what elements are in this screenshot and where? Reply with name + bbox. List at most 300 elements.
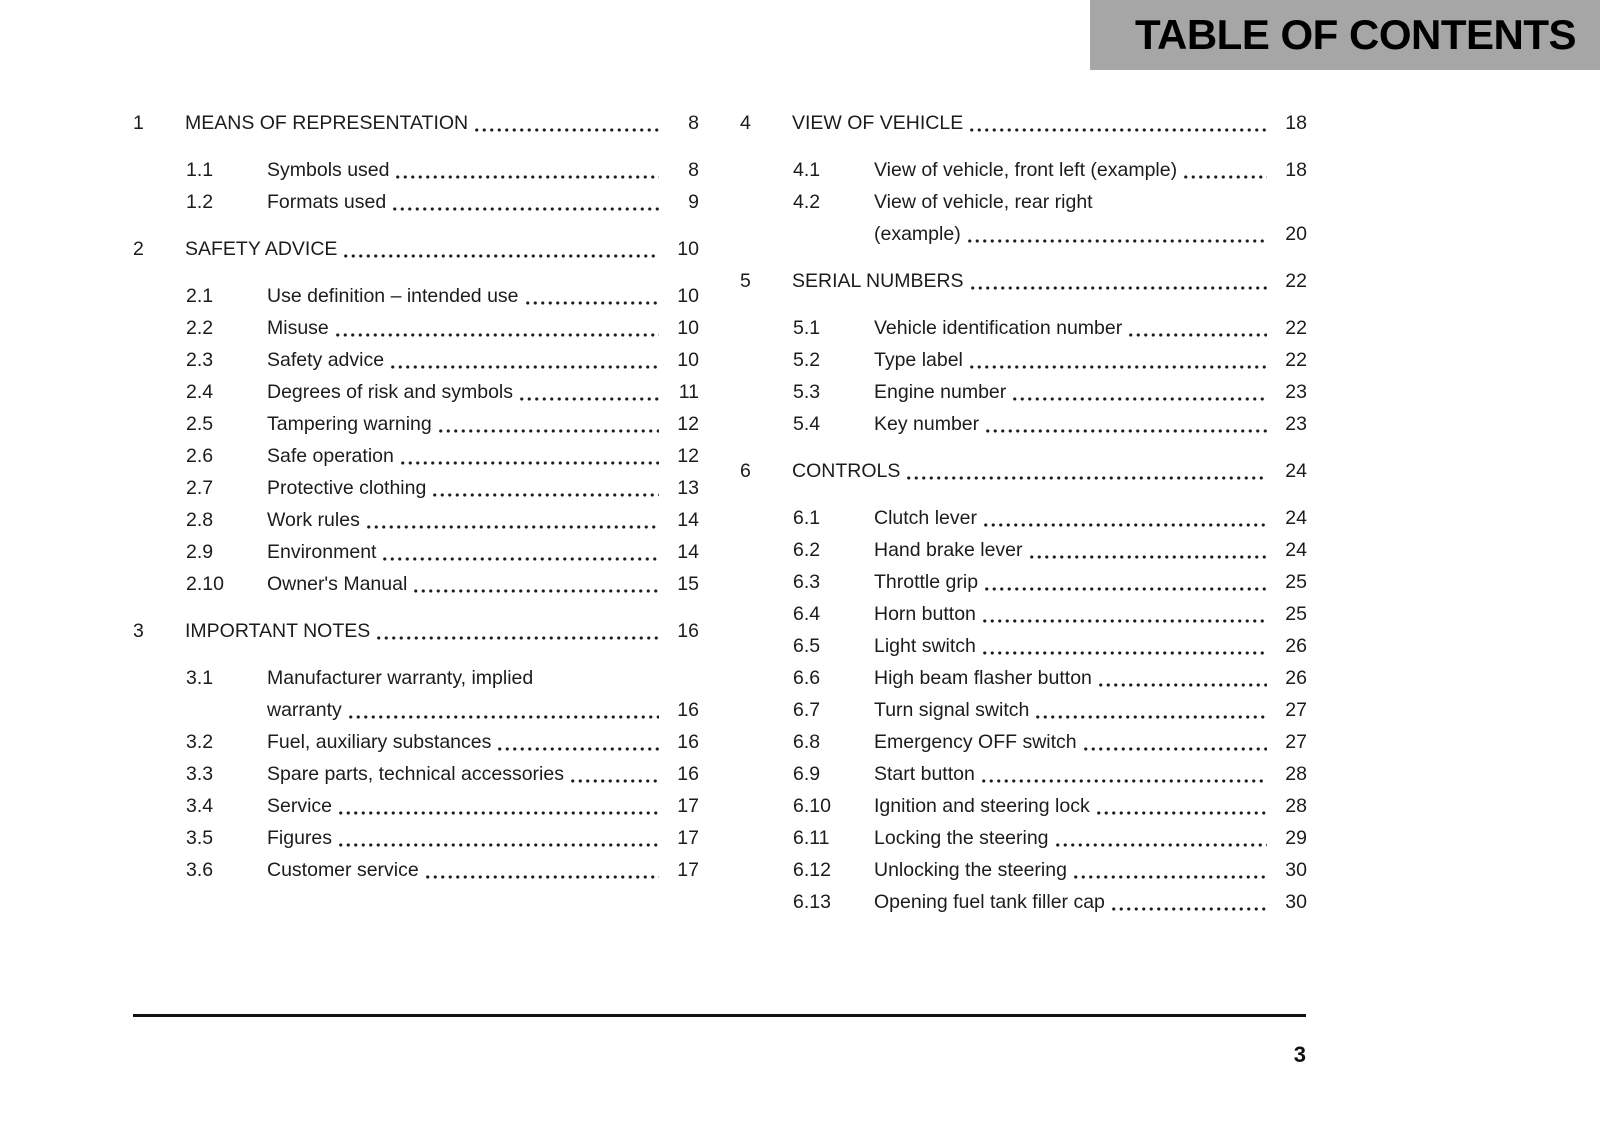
- toc-entry-leader-line: [792, 265, 1307, 297]
- toc-entry-number: 1.1: [186, 159, 214, 181]
- toc-entry-page: 8: [688, 112, 699, 134]
- toc-dot-leader: [342, 254, 659, 258]
- toc-entry-leader-line: [185, 615, 699, 647]
- toc-entry-title: VIEW OF VEHICLE: [792, 112, 964, 134]
- toc-entry-leader-line: [267, 694, 699, 726]
- toc-entry-leader-line: [267, 504, 699, 536]
- toc-entry-content: [267, 568, 699, 600]
- toc-entry: [186, 344, 699, 376]
- toc-entry: [793, 822, 1307, 854]
- toc-column-left: [133, 92, 699, 886]
- toc-entry-number: 6.12: [793, 859, 831, 881]
- toc-entry-title: Safe operation: [267, 445, 394, 467]
- toc-entry-title: Tampering warning: [267, 413, 432, 435]
- toc-entry-title: High beam flasher button: [874, 667, 1092, 689]
- toc-dot-leader: [969, 286, 1267, 290]
- toc-entry-leader-line: [874, 598, 1307, 630]
- toc-entry-leader-line: [267, 726, 699, 758]
- toc-entry-content: [267, 154, 699, 186]
- page-header-bar: [1090, 0, 1600, 70]
- toc-entry-number: 6.5: [793, 635, 821, 657]
- toc-dot-leader: [337, 811, 659, 815]
- toc-entry-title: Owner's Manual: [267, 573, 408, 595]
- toc-entry-content: [267, 536, 699, 568]
- toc-entry-content: [267, 758, 699, 790]
- toc-entry: [793, 790, 1307, 822]
- toc-dot-leader: [1127, 333, 1267, 337]
- toc-entry: [186, 790, 699, 822]
- toc-entry: [133, 233, 699, 265]
- toc-entry-title: Safety advice: [267, 349, 385, 371]
- toc-dot-leader: [1054, 843, 1267, 847]
- toc-entry-page: 17: [677, 827, 699, 849]
- toc-entry-leader-line: [874, 726, 1307, 758]
- toc-entry-title: Locking the steering: [874, 827, 1049, 849]
- toc-entry-page: 10: [677, 285, 699, 307]
- toc-entry-title: Clutch lever: [874, 507, 977, 529]
- toc-entry-leader-line: [874, 408, 1307, 440]
- toc-dot-leader: [412, 589, 659, 593]
- toc-entry: [186, 662, 699, 726]
- toc-entry-leader-line: [874, 758, 1307, 790]
- toc-entry: [186, 472, 699, 504]
- toc-entry-number: 1: [133, 112, 144, 134]
- toc-entry-number: 1.2: [186, 191, 214, 213]
- toc-entry-page: 30: [1285, 891, 1307, 913]
- toc-entry: [186, 280, 699, 312]
- toc-entry-leader-line: [185, 107, 699, 139]
- toc-entry: [186, 854, 699, 886]
- toc-entry-page: 25: [1285, 603, 1307, 625]
- toc-entry-number: 2.9: [186, 541, 214, 563]
- toc-dot-leader: [984, 429, 1267, 433]
- toc-entry-number: 3.3: [186, 763, 214, 785]
- toc-entry: [793, 726, 1307, 758]
- toc-dot-leader: [1097, 683, 1267, 687]
- toc-entry-content: [874, 662, 1307, 694]
- toc-entry-content: [267, 472, 699, 504]
- toc-entry-page: 10: [677, 349, 699, 371]
- toc-dot-leader: [375, 636, 659, 640]
- toc-entry-page: 23: [1285, 381, 1307, 403]
- toc-entry: [793, 662, 1307, 694]
- toc-entry-title: Hand brake lever: [874, 539, 1023, 561]
- toc-entry-leader-line: [874, 854, 1307, 886]
- toc-entry-content: [267, 822, 699, 854]
- toc-dot-leader: [337, 843, 659, 847]
- toc-entry-number: 2.8: [186, 509, 214, 531]
- toc-entry-number: 6.10: [793, 795, 831, 817]
- toc-entry-title: Customer service: [267, 859, 419, 881]
- toc-entry-page: 15: [677, 573, 699, 595]
- toc-entry-leader-line: [792, 455, 1307, 487]
- toc-entry-number: 2.10: [186, 573, 224, 595]
- toc-entry: [793, 344, 1307, 376]
- toc-entry-leader-line: [874, 822, 1307, 854]
- toc-entry-number: 3.5: [186, 827, 214, 849]
- toc-entry-content: [185, 107, 699, 139]
- toc-entry-leader-line: [874, 790, 1307, 822]
- toc-entry-title: Environment: [267, 541, 377, 563]
- toc-entry-title: Work rules: [267, 509, 360, 531]
- toc-entry-leader-line: [267, 472, 699, 504]
- toc-entry-content: [874, 758, 1307, 790]
- toc-entry-title-line: View of vehicle, rear right: [874, 191, 1093, 213]
- toc-entry-number: 6.8: [793, 731, 821, 753]
- toc-dot-leader: [983, 587, 1267, 591]
- toc-dot-leader: [518, 397, 659, 401]
- toc-entry-page: 17: [677, 859, 699, 881]
- toc-entry-leader-line: [874, 312, 1307, 344]
- toc-entry: [186, 154, 699, 186]
- toc-entry-title: Throttle grip: [874, 571, 979, 593]
- toc-entry-number: 2.2: [186, 317, 214, 339]
- toc-entry-title: Light switch: [874, 635, 976, 657]
- toc-dot-leader: [347, 715, 659, 719]
- toc-entry-leader-line: [267, 568, 699, 600]
- toc-entry-title: Symbols used: [267, 159, 390, 181]
- toc-dot-leader: [365, 525, 659, 529]
- toc-entry-title: Spare parts, technical accessories: [267, 763, 564, 785]
- toc-entry-page: 27: [1285, 699, 1307, 721]
- toc-entry: [186, 822, 699, 854]
- toc-entry-title: Misuse: [267, 317, 329, 339]
- footer-rule: [133, 1014, 1306, 1017]
- toc-entry-title: Horn button: [874, 603, 976, 625]
- toc-entry-content: [874, 790, 1307, 822]
- toc-entry: [186, 504, 699, 536]
- toc-entry-page: 28: [1285, 795, 1307, 817]
- toc-entry-page: 9: [688, 191, 699, 213]
- toc-dot-leader: [981, 651, 1267, 655]
- toc-entry-number: 2.6: [186, 445, 214, 467]
- toc-entry-content: [267, 408, 699, 440]
- toc-entry-title: View of vehicle, front left (example): [874, 159, 1178, 181]
- toc-entry: [793, 376, 1307, 408]
- toc-entry-number: 3.2: [186, 731, 214, 753]
- toc-entry-number: 5.4: [793, 413, 821, 435]
- toc-entry-page: 30: [1285, 859, 1307, 881]
- toc-entry-number: 2.3: [186, 349, 214, 371]
- toc-entry-leader-line: [267, 154, 699, 186]
- toc-entry: [793, 534, 1307, 566]
- toc-entry-page: 8: [688, 159, 699, 181]
- toc-entry-leader-line: [792, 107, 1307, 139]
- toc-entry-title: Ignition and steering lock: [874, 795, 1090, 817]
- toc-entry-content: [267, 440, 699, 472]
- toc-entry-number: 3: [133, 620, 144, 642]
- toc-entry-content: [874, 534, 1307, 566]
- toc-entry-page: 24: [1285, 460, 1307, 482]
- toc-entry-title: Service: [267, 795, 333, 817]
- toc-dot-leader: [905, 476, 1267, 480]
- toc-entry-page: 16: [677, 731, 699, 753]
- toc-entry-content: [267, 662, 699, 726]
- toc-entry: [740, 455, 1307, 487]
- toc-entry-content: [874, 854, 1307, 886]
- toc-entry-number: 4.1: [793, 159, 821, 181]
- toc-entry-number: 5.1: [793, 317, 821, 339]
- toc-entry-number: 6.2: [793, 539, 821, 561]
- toc-entry-title: CONTROLS: [792, 460, 901, 482]
- toc-dot-leader: [1095, 811, 1267, 815]
- toc-entry-content: [874, 822, 1307, 854]
- toc-entry: [793, 694, 1307, 726]
- toc-entry-leader-line: [267, 408, 699, 440]
- toc-entry-page: 11: [678, 381, 699, 403]
- toc-entry-content: [874, 186, 1307, 250]
- toc-entry-content: [267, 312, 699, 344]
- toc-entry-title: Formats used: [267, 191, 387, 213]
- toc-entry-leader-line: [267, 186, 699, 218]
- toc-entry-content: [874, 886, 1307, 918]
- toc-dot-leader: [1082, 747, 1267, 751]
- toc-entry-leader-line: [874, 154, 1307, 186]
- toc-entry: [793, 312, 1307, 344]
- toc-entry-content: [792, 455, 1307, 487]
- page-number: 3: [1293, 1042, 1306, 1067]
- toc-entry-number: 6.4: [793, 603, 821, 625]
- toc-entry-number: 6.1: [793, 507, 821, 529]
- toc-column-right: [740, 92, 1307, 918]
- toc-entry-title: Engine number: [874, 381, 1007, 403]
- toc-dot-leader: [334, 333, 659, 337]
- toc-entry-number: 4.2: [793, 191, 821, 213]
- toc-entry-title: (example): [874, 223, 961, 245]
- toc-entry-leader-line: [267, 344, 699, 376]
- toc-entry-number: 2.5: [186, 413, 214, 435]
- toc-entry-number: 4: [740, 112, 751, 134]
- toc-dot-leader: [981, 619, 1267, 623]
- toc-entry: [186, 536, 699, 568]
- toc-entry-title: Turn signal switch: [874, 699, 1030, 721]
- toc-dot-leader: [966, 239, 1267, 243]
- toc-entry-number: 3.6: [186, 859, 214, 881]
- toc-entry-page: 24: [1285, 507, 1307, 529]
- toc-dot-leader: [968, 128, 1267, 132]
- toc-entry-leader-line: [874, 502, 1307, 534]
- toc-entry-content: [874, 566, 1307, 598]
- toc-entry-number: 2.7: [186, 477, 214, 499]
- toc-entry: [133, 615, 699, 647]
- toc-dot-leader: [1011, 397, 1267, 401]
- toc-entry-leader-line: [267, 440, 699, 472]
- toc-entry-content: [792, 107, 1307, 139]
- toc-entry-leader-line: [267, 376, 699, 408]
- toc-entry: [793, 886, 1307, 918]
- toc-entry-page: 13: [677, 477, 699, 499]
- toc-dot-leader: [437, 429, 659, 433]
- toc-entry-title: Type label: [874, 349, 963, 371]
- toc-entry-page: 16: [677, 699, 699, 721]
- toc-entry: [186, 726, 699, 758]
- toc-entry-title: Fuel, auxiliary substances: [267, 731, 492, 753]
- toc-dot-leader: [968, 365, 1267, 369]
- toc-entry-content: [185, 233, 699, 265]
- toc-entry-leader-line: [267, 854, 699, 886]
- toc-entry-page: 24: [1285, 539, 1307, 561]
- toc-entry-leader-line: [874, 630, 1307, 662]
- toc-entry-number: 6.9: [793, 763, 821, 785]
- toc-entry-number: 6.13: [793, 891, 831, 913]
- toc-entry-leader-line: [874, 662, 1307, 694]
- toc-dot-leader: [1182, 175, 1267, 179]
- toc-entry-number: 6.3: [793, 571, 821, 593]
- toc-entry-page: 10: [677, 238, 699, 260]
- toc-entry-content: [267, 280, 699, 312]
- toc-entry: [793, 186, 1307, 250]
- toc-entry-page: 12: [677, 445, 699, 467]
- toc-entry-content: [874, 376, 1307, 408]
- toc-entry: [793, 598, 1307, 630]
- toc-entry-number: 6: [740, 460, 751, 482]
- toc-dot-leader: [496, 747, 659, 751]
- toc-entry-content: [874, 502, 1307, 534]
- toc-entry: [740, 107, 1307, 139]
- toc-entry-title: Start button: [874, 763, 975, 785]
- toc-entry: [793, 408, 1307, 440]
- toc-entry-title: Use definition – intended use: [267, 285, 519, 307]
- toc-entry: [793, 566, 1307, 598]
- toc-entry-page: 25: [1285, 571, 1307, 593]
- toc-entry: [740, 265, 1307, 297]
- toc-entry-leader-line: [874, 886, 1307, 918]
- toc-entry-content: [267, 504, 699, 536]
- toc-entry-leader-line: [874, 534, 1307, 566]
- toc-entry-leader-line: [267, 758, 699, 790]
- toc-dot-leader: [980, 779, 1267, 783]
- toc-dot-leader: [1028, 555, 1268, 559]
- toc-entry-content: [874, 312, 1307, 344]
- toc-entry: [186, 186, 699, 218]
- toc-entry-page: 26: [1285, 667, 1307, 689]
- toc-entry-content: [267, 854, 699, 886]
- toc-entry-page: 22: [1285, 270, 1307, 292]
- toc-dot-leader: [569, 779, 659, 783]
- toc-entry-number: 5: [740, 270, 751, 292]
- toc-entry-page: 28: [1285, 763, 1307, 785]
- toc-dot-leader: [1034, 715, 1267, 719]
- toc-entry-leader-line: [267, 280, 699, 312]
- toc-entry-content: [874, 694, 1307, 726]
- toc-entry-page: 18: [1285, 159, 1307, 181]
- toc-entry: [186, 568, 699, 600]
- toc-entry: [186, 440, 699, 472]
- toc-entry-leader-line: [874, 566, 1307, 598]
- toc-entry-title: SAFETY ADVICE: [185, 238, 338, 260]
- toc-entry-content: [267, 376, 699, 408]
- toc-entry-content: [267, 726, 699, 758]
- toc-entry: [793, 502, 1307, 534]
- toc-entry-page: 14: [677, 541, 699, 563]
- toc-entry-leader-line: [874, 344, 1307, 376]
- toc-dot-leader: [389, 365, 659, 369]
- toc-entry-page: 20: [1285, 223, 1307, 245]
- toc-entry-title: Emergency OFF switch: [874, 731, 1077, 753]
- toc-entry-title: Vehicle identification number: [874, 317, 1123, 339]
- toc-entry-leader-line: [267, 312, 699, 344]
- toc-entry-page: 22: [1285, 317, 1307, 339]
- page-title: TABLE OF CONTENTS: [1134, 11, 1576, 58]
- toc-entry-title: Key number: [874, 413, 980, 435]
- toc-entry-content: [874, 598, 1307, 630]
- toc-dot-leader: [1072, 875, 1267, 879]
- toc-entry-title: warranty: [267, 699, 342, 721]
- toc-entry-number: 3.1: [186, 667, 214, 689]
- toc-entry-content: [874, 344, 1307, 376]
- toc-entry-number: 2.1: [186, 285, 214, 307]
- toc-entry-page: 16: [677, 620, 699, 642]
- toc-dot-leader: [381, 557, 659, 561]
- toc-entry: [793, 758, 1307, 790]
- toc-entry-leader-line: [874, 376, 1307, 408]
- toc-entry: [186, 312, 699, 344]
- toc-entry-title: Protective clothing: [267, 477, 427, 499]
- toc-entry-content: [874, 630, 1307, 662]
- toc-entry-title: IMPORTANT NOTES: [185, 620, 371, 642]
- toc-entry-content: [267, 790, 699, 822]
- toc-entry-page: 16: [677, 763, 699, 785]
- toc-dot-leader: [982, 523, 1267, 527]
- toc-entry: [793, 630, 1307, 662]
- toc-entry-title: Unlocking the steering: [874, 859, 1067, 881]
- toc-entry-leader-line: [185, 233, 699, 265]
- toc-entry-content: [874, 408, 1307, 440]
- toc-entry-leader-line: [874, 694, 1307, 726]
- toc-entry-title: SERIAL NUMBERS: [792, 270, 964, 292]
- toc-entry-page: 10: [677, 317, 699, 339]
- toc-entry-leader-line: [267, 822, 699, 854]
- toc-entry-page: 27: [1285, 731, 1307, 753]
- toc-dot-leader: [524, 301, 659, 305]
- toc-entry: [186, 758, 699, 790]
- toc-dot-leader: [394, 175, 659, 179]
- toc-entry: [793, 154, 1307, 186]
- toc-entry: [186, 376, 699, 408]
- toc-entry-page: 14: [677, 509, 699, 531]
- toc-entry-leader-line: [874, 218, 1307, 250]
- toc-entry-number: 6.6: [793, 667, 821, 689]
- toc-entry-content: [792, 265, 1307, 297]
- toc-entry-page: 17: [677, 795, 699, 817]
- toc-entry-title: Degrees of risk and symbols: [267, 381, 514, 403]
- toc-entry-number: 6.7: [793, 699, 821, 721]
- toc-entry-page: 12: [677, 413, 699, 435]
- toc-entry-content: [185, 615, 699, 647]
- toc-dot-leader: [424, 875, 659, 879]
- toc-entry-page: 29: [1285, 827, 1307, 849]
- toc-entry-page: 18: [1285, 112, 1307, 134]
- toc-entry: [186, 408, 699, 440]
- toc-dot-leader: [473, 128, 659, 132]
- toc-entry-number: 5.3: [793, 381, 821, 403]
- toc-entry-number: 3.4: [186, 795, 214, 817]
- toc-entry-title: Figures: [267, 827, 333, 849]
- toc-entry-number: 2.4: [186, 381, 214, 403]
- toc-entry-page: 26: [1285, 635, 1307, 657]
- toc-entry-leader-line: [267, 536, 699, 568]
- toc-dot-leader: [399, 461, 659, 465]
- toc-entry-number: 2: [133, 238, 144, 260]
- toc-entry: [793, 854, 1307, 886]
- toc-entry-number: 6.11: [793, 827, 830, 849]
- toc-entry-content: [874, 154, 1307, 186]
- toc-entry-title-line: Manufacturer warranty, implied: [267, 667, 534, 689]
- toc-entry-page: 23: [1285, 413, 1307, 435]
- toc-entry: [133, 107, 699, 139]
- toc-entry-number: 5.2: [793, 349, 821, 371]
- toc-dot-leader: [1110, 907, 1267, 911]
